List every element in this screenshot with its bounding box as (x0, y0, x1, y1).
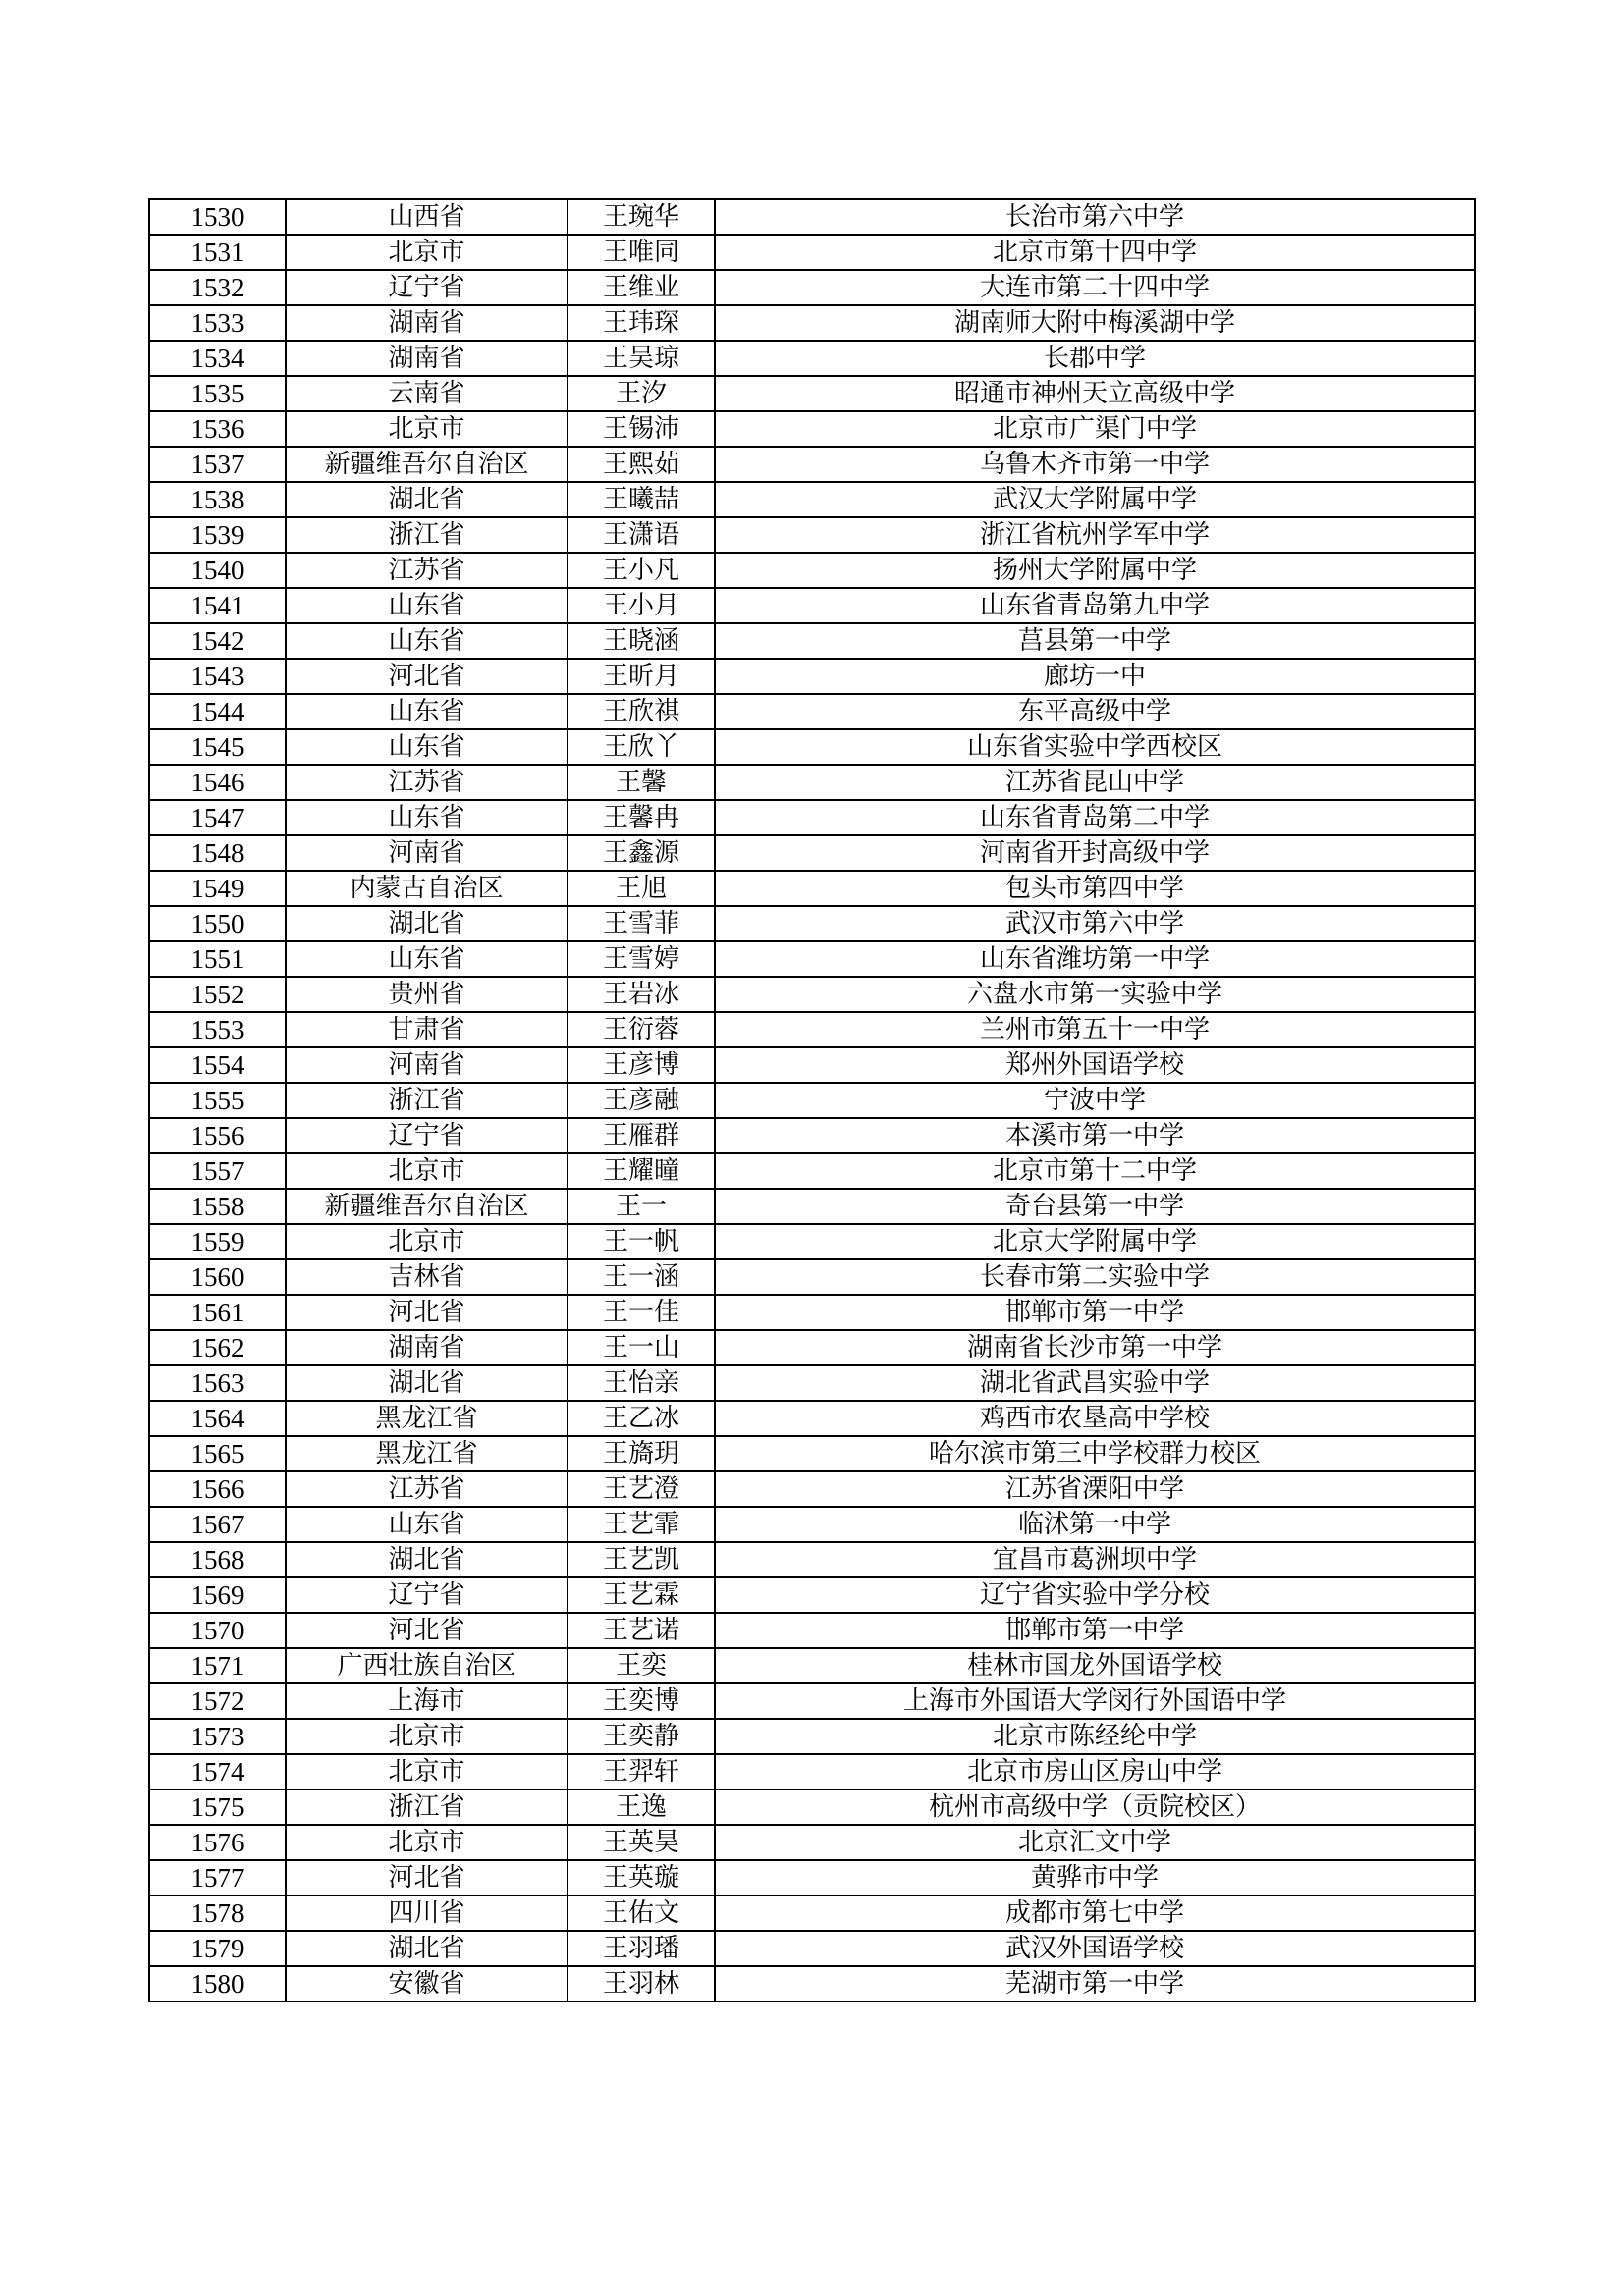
row-name: 王熙茹 (568, 447, 715, 482)
row-school: 鸡西市农垦高中学校 (715, 1401, 1475, 1436)
row-number: 1534 (149, 341, 286, 376)
row-number: 1552 (149, 977, 286, 1012)
row-province: 黑龙江省 (286, 1401, 568, 1436)
row-name: 王一 (568, 1189, 715, 1224)
row-number: 1569 (149, 1577, 286, 1613)
row-province: 辽宁省 (286, 270, 568, 305)
table-row (149, 1860, 1475, 1896)
row-school: 浙江省杭州学军中学 (715, 517, 1475, 553)
row-school: 兰州市第五十一中学 (715, 1012, 1475, 1047)
table-row (149, 447, 1475, 482)
row-name: 王奕博 (568, 1683, 715, 1719)
row-province: 吉林省 (286, 1259, 568, 1295)
row-school: 长郡中学 (715, 341, 1475, 376)
row-name: 王耀曈 (568, 1153, 715, 1189)
row-school: 昭通市神州天立高级中学 (715, 376, 1475, 411)
row-number: 1557 (149, 1153, 286, 1189)
row-name: 王小月 (568, 588, 715, 623)
roster-body (149, 199, 1475, 2002)
row-province: 山东省 (286, 694, 568, 729)
row-school: 北京市房山区房山中学 (715, 1754, 1475, 1789)
row-number: 1549 (149, 871, 286, 906)
row-number: 1579 (149, 1931, 286, 1966)
table-row (149, 1436, 1475, 1471)
row-province: 北京市 (286, 1224, 568, 1259)
row-province: 湖北省 (286, 906, 568, 941)
row-school: 杭州市高级中学（贡院校区） (715, 1789, 1475, 1825)
row-school: 郑州外国语学校 (715, 1047, 1475, 1083)
row-province: 湖南省 (286, 1330, 568, 1365)
row-school: 邯郸市第一中学 (715, 1295, 1475, 1330)
row-name: 王岩冰 (568, 977, 715, 1012)
table-row (149, 835, 1475, 871)
row-number: 1573 (149, 1719, 286, 1754)
row-province: 河南省 (286, 1047, 568, 1083)
row-name: 王彦融 (568, 1083, 715, 1118)
row-school: 包头市第四中学 (715, 871, 1475, 906)
table-row (149, 482, 1475, 517)
table-row (149, 1083, 1475, 1118)
row-name: 王艺诺 (568, 1613, 715, 1648)
row-name: 王锡沛 (568, 411, 715, 447)
row-name: 王怡亲 (568, 1365, 715, 1401)
row-province: 四川省 (286, 1896, 568, 1931)
row-school: 邯郸市第一中学 (715, 1613, 1475, 1648)
table-row (149, 1896, 1475, 1931)
row-number: 1541 (149, 588, 286, 623)
table-row (149, 1365, 1475, 1401)
row-school: 奇台县第一中学 (715, 1189, 1475, 1224)
row-province: 安徽省 (286, 1966, 568, 2002)
row-number: 1571 (149, 1648, 286, 1683)
row-name: 王雁群 (568, 1118, 715, 1153)
row-name: 王维业 (568, 270, 715, 305)
table-row (149, 1542, 1475, 1577)
row-name: 王羽璠 (568, 1931, 715, 1966)
table-row (149, 235, 1475, 270)
table-row (149, 376, 1475, 411)
row-name: 王玮琛 (568, 305, 715, 341)
row-province: 湖北省 (286, 1931, 568, 1966)
row-school: 东平高级中学 (715, 694, 1475, 729)
row-school: 山东省实验中学西校区 (715, 729, 1475, 765)
row-name: 王佑文 (568, 1896, 715, 1931)
row-number: 1564 (149, 1401, 286, 1436)
row-province: 新疆维吾尔自治区 (286, 1189, 568, 1224)
row-number: 1558 (149, 1189, 286, 1224)
row-name: 王琬华 (568, 199, 715, 235)
row-province: 江苏省 (286, 553, 568, 588)
row-name: 王鑫源 (568, 835, 715, 871)
row-school: 武汉市第六中学 (715, 906, 1475, 941)
row-school: 宁波中学 (715, 1083, 1475, 1118)
row-number: 1555 (149, 1083, 286, 1118)
row-number: 1540 (149, 553, 286, 588)
row-name: 王衍蓉 (568, 1012, 715, 1047)
row-school: 廊坊一中 (715, 659, 1475, 694)
row-province: 山东省 (286, 800, 568, 835)
row-number: 1572 (149, 1683, 286, 1719)
table-row (149, 1577, 1475, 1613)
row-province: 湖南省 (286, 341, 568, 376)
row-province: 山东省 (286, 941, 568, 977)
row-number: 1561 (149, 1295, 286, 1330)
table-row (149, 199, 1475, 235)
row-province: 山东省 (286, 623, 568, 659)
row-school: 桂林市国龙外国语学校 (715, 1648, 1475, 1683)
row-school: 北京汇文中学 (715, 1825, 1475, 1860)
table-row (149, 659, 1475, 694)
table-row (149, 305, 1475, 341)
table-row (149, 800, 1475, 835)
table-row (149, 1047, 1475, 1083)
row-province: 新疆维吾尔自治区 (286, 447, 568, 482)
table-row (149, 977, 1475, 1012)
row-number: 1530 (149, 199, 286, 235)
row-province: 北京市 (286, 411, 568, 447)
row-province: 湖北省 (286, 482, 568, 517)
row-number: 1544 (149, 694, 286, 729)
row-school: 大连市第二十四中学 (715, 270, 1475, 305)
row-name: 王曦喆 (568, 482, 715, 517)
row-province: 浙江省 (286, 1083, 568, 1118)
table-row (149, 1118, 1475, 1153)
row-province: 山东省 (286, 1507, 568, 1542)
row-province: 甘肃省 (286, 1012, 568, 1047)
row-province: 山东省 (286, 588, 568, 623)
row-province: 浙江省 (286, 517, 568, 553)
row-number: 1566 (149, 1471, 286, 1507)
table-row (149, 623, 1475, 659)
row-province: 辽宁省 (286, 1577, 568, 1613)
row-name: 王雪菲 (568, 906, 715, 941)
row-name: 王羽林 (568, 1966, 715, 2002)
row-school: 北京大学附属中学 (715, 1224, 1475, 1259)
row-school: 乌鲁木齐市第一中学 (715, 447, 1475, 482)
row-school: 湖北省武昌实验中学 (715, 1365, 1475, 1401)
row-province: 江苏省 (286, 765, 568, 800)
row-number: 1560 (149, 1259, 286, 1295)
row-name: 王艺霏 (568, 1507, 715, 1542)
table-row (149, 1719, 1475, 1754)
table-row (149, 1153, 1475, 1189)
row-school: 武汉大学附属中学 (715, 482, 1475, 517)
table-row (149, 765, 1475, 800)
table-row (149, 1295, 1475, 1330)
row-province: 贵州省 (286, 977, 568, 1012)
row-province: 黑龙江省 (286, 1436, 568, 1471)
row-name: 王一涵 (568, 1259, 715, 1295)
row-number: 1550 (149, 906, 286, 941)
row-number: 1535 (149, 376, 286, 411)
table-row (149, 517, 1475, 553)
row-name: 王欣祺 (568, 694, 715, 729)
table-row (149, 871, 1475, 906)
row-number: 1554 (149, 1047, 286, 1083)
row-number: 1545 (149, 729, 286, 765)
table-row (149, 1224, 1475, 1259)
row-name: 王一佳 (568, 1295, 715, 1330)
row-province: 北京市 (286, 1719, 568, 1754)
row-number: 1559 (149, 1224, 286, 1259)
row-name: 王一山 (568, 1330, 715, 1365)
row-province: 湖南省 (286, 305, 568, 341)
table-row (149, 341, 1475, 376)
row-school: 莒县第一中学 (715, 623, 1475, 659)
row-province: 北京市 (286, 1754, 568, 1789)
row-name: 王乙冰 (568, 1401, 715, 1436)
row-name: 王吴琼 (568, 341, 715, 376)
row-number: 1575 (149, 1789, 286, 1825)
row-name: 王潇语 (568, 517, 715, 553)
table-row (149, 1613, 1475, 1648)
row-number: 1532 (149, 270, 286, 305)
row-number: 1543 (149, 659, 286, 694)
row-name: 王艺霖 (568, 1577, 715, 1613)
row-province: 云南省 (286, 376, 568, 411)
row-school: 宜昌市葛洲坝中学 (715, 1542, 1475, 1577)
row-name: 王唯同 (568, 235, 715, 270)
row-number: 1533 (149, 305, 286, 341)
table-row (149, 1507, 1475, 1542)
row-number: 1563 (149, 1365, 286, 1401)
row-number: 1574 (149, 1754, 286, 1789)
table-row (149, 1471, 1475, 1507)
row-name: 王一帆 (568, 1224, 715, 1259)
row-school: 北京市第十二中学 (715, 1153, 1475, 1189)
row-province: 河北省 (286, 1613, 568, 1648)
row-school: 临沭第一中学 (715, 1507, 1475, 1542)
row-name: 王艺凯 (568, 1542, 715, 1577)
row-province: 浙江省 (286, 1789, 568, 1825)
row-province: 上海市 (286, 1683, 568, 1719)
row-number: 1567 (149, 1507, 286, 1542)
row-school: 长春市第二实验中学 (715, 1259, 1475, 1295)
row-school: 湖南师大附中梅溪湖中学 (715, 305, 1475, 341)
table-row (149, 1931, 1475, 1966)
row-school: 山东省青岛第九中学 (715, 588, 1475, 623)
row-province: 辽宁省 (286, 1118, 568, 1153)
table-row (149, 1754, 1475, 1789)
row-name: 王艺澄 (568, 1471, 715, 1507)
row-school: 江苏省溧阳中学 (715, 1471, 1475, 1507)
row-province: 内蒙古自治区 (286, 871, 568, 906)
row-school: 辽宁省实验中学分校 (715, 1577, 1475, 1613)
table-row (149, 1648, 1475, 1683)
row-province: 北京市 (286, 1153, 568, 1189)
row-school: 山东省青岛第二中学 (715, 800, 1475, 835)
row-number: 1548 (149, 835, 286, 871)
table-row (149, 1401, 1475, 1436)
row-name: 王羿轩 (568, 1754, 715, 1789)
row-province: 北京市 (286, 1825, 568, 1860)
table-row (149, 1966, 1475, 2002)
row-province: 河北省 (286, 1860, 568, 1896)
row-school: 六盘水市第一实验中学 (715, 977, 1475, 1012)
row-province: 河南省 (286, 835, 568, 871)
row-number: 1570 (149, 1613, 286, 1648)
row-province: 江苏省 (286, 1471, 568, 1507)
row-school: 北京市陈经纶中学 (715, 1719, 1475, 1754)
row-number: 1542 (149, 623, 286, 659)
row-province: 河北省 (286, 659, 568, 694)
table-row (149, 411, 1475, 447)
table-row (149, 1789, 1475, 1825)
row-number: 1536 (149, 411, 286, 447)
row-school: 扬州大学附属中学 (715, 553, 1475, 588)
row-name: 王旭 (568, 871, 715, 906)
row-number: 1537 (149, 447, 286, 482)
row-name: 王奕 (568, 1648, 715, 1683)
row-number: 1539 (149, 517, 286, 553)
row-number: 1576 (149, 1825, 286, 1860)
row-school: 芜湖市第一中学 (715, 1966, 1475, 2002)
row-name: 王逸 (568, 1789, 715, 1825)
row-school: 本溪市第一中学 (715, 1118, 1475, 1153)
row-number: 1538 (149, 482, 286, 517)
row-name: 王彦博 (568, 1047, 715, 1083)
table-row (149, 906, 1475, 941)
row-number: 1546 (149, 765, 286, 800)
row-number: 1577 (149, 1860, 286, 1896)
row-province: 湖北省 (286, 1365, 568, 1401)
roster-table (148, 198, 1476, 2002)
row-number: 1562 (149, 1330, 286, 1365)
row-province: 北京市 (286, 235, 568, 270)
table-row (149, 1825, 1475, 1860)
table-row (149, 1012, 1475, 1047)
row-school: 武汉外国语学校 (715, 1931, 1475, 1966)
row-number: 1531 (149, 235, 286, 270)
row-province: 广西壮族自治区 (286, 1648, 568, 1683)
table-row (149, 270, 1475, 305)
row-name: 王英璇 (568, 1860, 715, 1896)
row-number: 1568 (149, 1542, 286, 1577)
table-row (149, 1259, 1475, 1295)
row-province: 河北省 (286, 1295, 568, 1330)
row-province: 山西省 (286, 199, 568, 235)
row-school: 北京市广渠门中学 (715, 411, 1475, 447)
row-name: 王馨 (568, 765, 715, 800)
row-name: 王晓涵 (568, 623, 715, 659)
row-name: 王奕静 (568, 1719, 715, 1754)
row-province: 湖北省 (286, 1542, 568, 1577)
row-name: 王旖玥 (568, 1436, 715, 1471)
row-school: 哈尔滨市第三中学校群力校区 (715, 1436, 1475, 1471)
row-school: 黄骅市中学 (715, 1860, 1475, 1896)
table-row (149, 1189, 1475, 1224)
row-name: 王馨冉 (568, 800, 715, 835)
table-row (149, 694, 1475, 729)
row-name: 王汐 (568, 376, 715, 411)
row-number: 1547 (149, 800, 286, 835)
row-school: 上海市外国语大学闵行外国语中学 (715, 1683, 1475, 1719)
row-name: 王昕月 (568, 659, 715, 694)
row-school: 山东省潍坊第一中学 (715, 941, 1475, 977)
row-number: 1578 (149, 1896, 286, 1931)
row-school: 河南省开封高级中学 (715, 835, 1475, 871)
table-row (149, 588, 1475, 623)
table-row (149, 1330, 1475, 1365)
table-row (149, 941, 1475, 977)
table-row (149, 553, 1475, 588)
row-name: 王雪婷 (568, 941, 715, 977)
table-row (149, 729, 1475, 765)
row-school: 长治市第六中学 (715, 199, 1475, 235)
row-school: 湖南省长沙市第一中学 (715, 1330, 1475, 1365)
row-number: 1556 (149, 1118, 286, 1153)
row-school: 成都市第七中学 (715, 1896, 1475, 1931)
row-school: 江苏省昆山中学 (715, 765, 1475, 800)
row-number: 1580 (149, 1966, 286, 2002)
row-number: 1565 (149, 1436, 286, 1471)
row-province: 山东省 (286, 729, 568, 765)
row-number: 1553 (149, 1012, 286, 1047)
row-school: 北京市第十四中学 (715, 235, 1475, 270)
row-number: 1551 (149, 941, 286, 977)
table-row (149, 1683, 1475, 1719)
row-name: 王英昊 (568, 1825, 715, 1860)
row-name: 王欣丫 (568, 729, 715, 765)
row-name: 王小凡 (568, 553, 715, 588)
